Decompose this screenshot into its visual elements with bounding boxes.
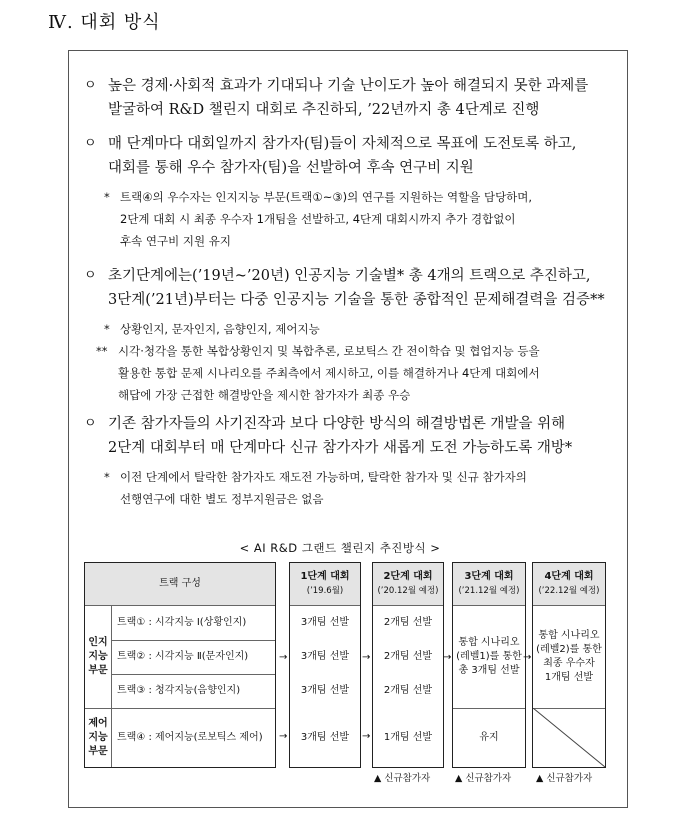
bullet-mark: ㅇ xyxy=(84,416,97,431)
stage-1-cell: 3개팀 선발 xyxy=(300,685,350,696)
group-control: 제어 지능 부문 xyxy=(88,717,108,757)
stage-1-cell: 3개팀 선발 xyxy=(300,616,350,628)
group-cognitive: 인지 지능 부문 xyxy=(88,636,108,676)
bullet-line: 매 단계마다 대회일까지 참가자(팀)들이 자체적으로 목표에 도전토록 하고, xyxy=(108,136,577,152)
note-mark: * xyxy=(104,322,110,336)
stage-2-cell: 2개팀 선발 xyxy=(383,685,433,696)
note-line: 이전 단계에서 탈락한 참가자도 재도전 가능하며, 탈락한 참가자 및 신규 참가자의 xyxy=(120,470,527,484)
diagram-caption: < AI R&D 그랜드 챌린지 추진방식 > xyxy=(239,541,441,555)
bullet-line: 2단계 대회부터 매 단계마다 신규 참가자가 새롭게 도전 가능하도록 개방* xyxy=(108,440,573,456)
note-line: 시각·청각을 통한 복합상황인지 및 복합추론, 로보틱스 간 전이학습 및 협업지능 등을 xyxy=(118,344,540,358)
stage-4-title: 4단계 대회 xyxy=(544,571,594,582)
bullet-line: 3단계(’21년)부터는 다중 인공지능 기술을 통한 종합적인 문제해결력을 검증** xyxy=(108,292,605,308)
note-line: 선행연구에 대한 별도 정부지원금은 없음 xyxy=(120,492,324,506)
track-3: 트랙③ : 청각지능(음향인지) xyxy=(117,685,241,696)
stage-4-merged: 통합 시나리오 (레벨2)를 통한 최종 우수자 1개팀 선발 xyxy=(536,629,602,683)
stage-2-header xyxy=(373,563,443,605)
stage-4-track4-empty xyxy=(533,708,605,767)
new-participant-label: ▲ 신규참가자 xyxy=(374,773,431,784)
arrow-icon: → xyxy=(362,652,371,663)
arrow-icon: → xyxy=(279,731,288,742)
bullet-line: 기존 참가자들의 사기진작과 보다 다양한 방식의 해결방법론 개발을 위해 xyxy=(108,416,566,432)
new-participant-label: ▲ 신규참가자 xyxy=(536,773,593,784)
stage-4-date: (’22.12월 예정) xyxy=(538,586,600,596)
track-1: 트랙① : 시각지능 Ⅰ(상황인지) xyxy=(117,616,247,628)
stage-2-title: 2단계 대회 xyxy=(383,571,433,582)
stage-3-track4: 유지 xyxy=(479,731,499,743)
stage-3-date: (’21.12월 예정) xyxy=(458,586,520,596)
note-line: 2단계 대회 시 최종 우수자 1개팀을 선발하고, 4단계 대회시까지 추가 경합없이 xyxy=(120,212,516,226)
stage-1-cell: 3개팀 선발 xyxy=(300,651,350,662)
new-participant-label: ▲ 신규참가자 xyxy=(455,773,512,784)
stage-3-merged: 통합 시나리오 (레벨1)를 통한 총 3개팀 선발 xyxy=(456,636,522,676)
stage-3-header xyxy=(453,563,525,605)
stage-2-cell: 1개팀 선발 xyxy=(383,731,433,743)
bullet-line: 대회를 통해 우수 참가자(팀)을 선발하여 후속 연구비 지원 xyxy=(108,160,474,176)
track-2: 트랙② : 시각지능 Ⅱ(문자인지) xyxy=(117,651,249,662)
stage-1-cell: 3개팀 선발 xyxy=(300,731,350,743)
note-mark: ** xyxy=(96,344,108,358)
arrow-icon: → xyxy=(279,652,288,663)
bullet-mark: ㅇ xyxy=(84,78,97,93)
stage-1-date: (’19.6월) xyxy=(306,586,344,596)
stage-1-title: 1단계 대회 xyxy=(300,571,350,582)
note-mark: * xyxy=(104,190,110,204)
section-heading: Ⅳ. 대회 방식 xyxy=(48,12,161,33)
track-4: 트랙④ : 제어지능(로보틱스 제어) xyxy=(117,731,263,743)
note-line: 트랙④의 우수자는 인지지능 부문(트랙①~③)의 연구를 지원하는 역할을 담당하며, xyxy=(120,190,533,204)
stage-1-header xyxy=(290,563,360,605)
bullet-line: 초기단계에는(’19년~’20년) 인공지능 기술별* 총 4개의 트랙으로 추진하고, xyxy=(108,268,591,284)
arrow-icon: → xyxy=(443,652,452,663)
note-line: 해답에 가장 근접한 해결방안을 제시한 참가자가 최종 우승 xyxy=(118,388,411,402)
note-line: 상황인지, 문자인지, 음향인지, 제어지능 xyxy=(120,322,320,336)
note-line: 활용한 통합 문제 시나리오를 주최측에서 제시하고, 이를 해결하거나 4단계 대회에서 xyxy=(118,366,540,380)
note-mark: * xyxy=(104,470,110,484)
note-line: 후속 연구비 지원 유지 xyxy=(120,234,231,248)
stage-2-cell: 2개팀 선발 xyxy=(383,616,433,628)
bullet-mark: ㅇ xyxy=(84,136,97,151)
bullet-mark: ㅇ xyxy=(84,268,97,283)
stage-2-cell: 2개팀 선발 xyxy=(383,651,433,662)
stage-2-date: (’20.12월 예정) xyxy=(377,586,439,596)
bullet-line: 높은 경제·사회적 효과가 기대되나 기술 난이도가 높아 해결되지 못한 과제를 xyxy=(108,78,589,94)
arrow-icon: → xyxy=(362,731,371,742)
track-header: 트랙 구성 xyxy=(85,563,275,605)
arrow-icon: → xyxy=(523,652,532,663)
bullet-line: 발굴하여 R&D 챌린지 대회로 추진하되, ’22년까지 총 4단계로 진행 xyxy=(108,102,540,118)
stage-3-title: 3단계 대회 xyxy=(464,571,514,582)
stage-4-header xyxy=(533,563,605,605)
